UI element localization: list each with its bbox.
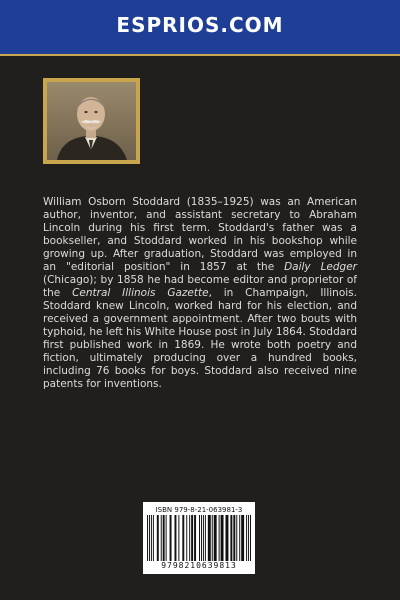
barcode-bar (194, 515, 196, 561)
barcode-bar (205, 515, 206, 561)
barcode-bar (236, 515, 237, 561)
barcode-bar (203, 515, 204, 561)
barcode-bar (174, 515, 176, 561)
barcode-bar (178, 515, 179, 561)
barcode-bar (149, 515, 150, 561)
barcode-bar (151, 515, 152, 561)
barcode-bar (166, 515, 167, 561)
bio-text-1: William Osborn Stoddard (1835–1925) was an American author, inventor, and assistant secretary to Abraham Lincoln during his first term. Stoddard's father was a bookseller, and Stoddard worked in his bookshop while growing up. After graduation, Stoddard was employed in an "editorial position" in 1857 at the (43, 196, 357, 273)
barcode-bar (248, 515, 249, 561)
bio-text-3: , in Champaign, Illinois. Stoddard knew Lincoln, worked hard for his election, and received a government appointment. After two bouts with typhoid, he left his White House post in July 1864. Stoddard first published work in 1869. He wrote both poetry and fiction, ultimately producing over a hundred books, including 76 books for boys. Stoddard also received nine patents for inventions. (43, 287, 357, 390)
barcode-bar (225, 515, 228, 561)
barcode-digits: 9798210639813 (161, 561, 237, 570)
barcode-bar (153, 515, 154, 561)
barcode-bar (163, 515, 165, 561)
bio-publication-central-illinois-gazette: Central Illinois Gazette (72, 287, 209, 299)
barcode-bar (208, 515, 211, 561)
barcode-bar (239, 515, 240, 561)
barcode-bar (250, 515, 251, 561)
barcode-bar (170, 515, 172, 561)
barcode-bar (186, 515, 187, 561)
barcode-bar (233, 515, 235, 561)
barcode-bar (147, 515, 148, 561)
barcode-bar (221, 515, 224, 561)
isbn-label: ISBN 979-8-21-063981-3 (155, 506, 243, 514)
bio-publication-daily-ledger: Daily Ledger (284, 261, 357, 273)
barcode-bar (182, 515, 184, 561)
barcode-bar (191, 515, 193, 561)
barcode-bar (214, 515, 217, 561)
barcode-bar (230, 515, 232, 561)
barcode-bar (219, 515, 220, 561)
brand-logo: ESPRIOS.COM (116, 13, 284, 37)
author-portrait-frame (43, 78, 140, 164)
barcode-bar (157, 515, 159, 561)
barcode-image (147, 515, 251, 561)
isbn-barcode (143, 502, 255, 574)
site-header (0, 0, 400, 56)
barcode-bar (212, 515, 213, 561)
bio-text-2: (Chicago); by 1858 he had become editor and proprietor of the (43, 274, 357, 299)
barcode-bar (199, 515, 200, 561)
author-portrait (47, 82, 136, 160)
barcode-bar (189, 515, 190, 561)
barcode-bar (241, 515, 244, 561)
author-biography (43, 196, 357, 391)
barcode-bar (161, 515, 162, 561)
portrait-image (47, 82, 136, 160)
barcode-bar (201, 515, 202, 561)
barcode-bar (246, 515, 247, 561)
